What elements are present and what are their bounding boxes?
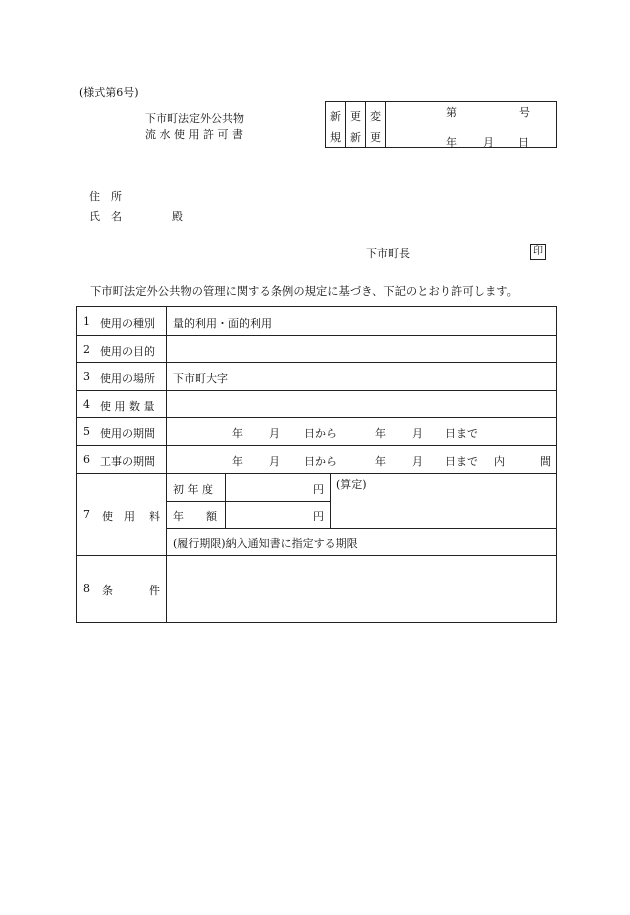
row-number: 1 xyxy=(83,315,90,328)
conditions-label-char-1: 条 xyxy=(102,584,113,597)
payment-deadline: (履行期限)納入通知書に指定する期限 xyxy=(173,537,358,550)
first-year-yen: 円 xyxy=(313,483,324,496)
row-label: 使用の目的 xyxy=(100,345,155,358)
date-year: 年 xyxy=(446,136,457,149)
row-number: 2 xyxy=(83,343,90,356)
renew-char-2: 新 xyxy=(350,131,361,144)
row-usage-quantity xyxy=(77,390,556,417)
row-label-cell xyxy=(77,307,167,335)
row-conditions xyxy=(77,555,556,622)
row-label: 使用の場所 xyxy=(100,372,155,385)
row-label-cell xyxy=(77,446,167,473)
fee-divider-v2 xyxy=(330,474,331,528)
row-label-cell xyxy=(77,363,167,390)
row-label-cell xyxy=(77,418,167,445)
row-number: 8 xyxy=(83,582,90,595)
period-label: 間 xyxy=(540,455,551,468)
row-label: 工事の期間 xyxy=(100,455,155,468)
row-usage-location xyxy=(77,362,556,390)
start-year: 年 xyxy=(232,455,243,468)
row-label: 使用の期間 xyxy=(100,427,155,440)
fee-divider-v1 xyxy=(225,474,226,528)
start-month: 月 xyxy=(269,455,280,468)
new-column xyxy=(326,102,346,147)
row-usage-type xyxy=(77,307,556,335)
row-construction-period xyxy=(77,445,556,473)
fee-label-char-3: 料 xyxy=(149,510,160,523)
row-number: 4 xyxy=(83,398,90,411)
seal-mark: 印 xyxy=(530,244,546,260)
change-char-2: 更 xyxy=(370,131,381,144)
issuer-title: 下市町長 xyxy=(366,247,410,260)
row-number: 5 xyxy=(83,425,90,438)
end-day-until: 日まで xyxy=(445,455,478,468)
start-year: 年 xyxy=(232,427,243,440)
renew-column xyxy=(346,102,366,147)
end-month: 月 xyxy=(412,427,423,440)
document-title-line2: 流 水 使 用 許 可 書 xyxy=(145,128,243,141)
permit-number-box xyxy=(325,101,557,148)
row-label-cell xyxy=(77,391,167,417)
permit-details-table xyxy=(76,306,557,623)
renew-char-1: 更 xyxy=(350,110,361,123)
within-label: 内 xyxy=(494,455,505,468)
row-number: 3 xyxy=(83,370,90,383)
usage-type-value: 量的利用・面的利用 xyxy=(173,317,272,330)
intro-text: 下市町法定外公共物の管理に関する条例の規定に基づき、下記のとおり許可します。 xyxy=(90,285,518,298)
name-label: 氏 名 xyxy=(89,210,122,223)
honorific: 殿 xyxy=(172,210,183,223)
row-label: 使 用 数 量 xyxy=(100,400,155,413)
start-month: 月 xyxy=(269,427,280,440)
new-char-2: 規 xyxy=(330,131,341,144)
row-usage-fee xyxy=(77,473,556,555)
first-year-label: 初 年 度 xyxy=(173,483,213,496)
row-label-cell xyxy=(77,556,167,622)
number-prefix: 第 xyxy=(446,106,457,119)
annual-label: 年 額 xyxy=(173,510,217,523)
conditions-label-char-2: 件 xyxy=(149,584,160,597)
new-char-1: 新 xyxy=(330,110,341,123)
address-label: 住 所 xyxy=(89,190,122,203)
annual-yen: 円 xyxy=(313,510,324,523)
fee-label-char-1: 使 xyxy=(102,510,113,523)
document-title-line1: 下市町法定外公共物 xyxy=(145,112,244,125)
number-suffix: 号 xyxy=(519,106,530,119)
end-year: 年 xyxy=(375,455,386,468)
end-year: 年 xyxy=(375,427,386,440)
date-day: 日 xyxy=(518,136,529,149)
start-day-from: 日から xyxy=(304,455,337,468)
fee-divider-1 xyxy=(167,501,330,502)
usage-location-value: 下市町大字 xyxy=(173,372,228,385)
calculation-label: (算定) xyxy=(336,478,367,491)
form-number: (様式第6号) xyxy=(79,86,139,99)
row-label: 使用の種別 xyxy=(100,317,155,330)
change-char-1: 変 xyxy=(370,110,381,123)
row-number: 6 xyxy=(83,453,90,466)
change-column xyxy=(366,102,386,147)
row-label-cell xyxy=(77,474,167,555)
row-usage-period xyxy=(77,417,556,445)
fee-label-char-2: 用 xyxy=(124,510,135,523)
end-day-until: 日まで xyxy=(445,427,478,440)
start-day-from: 日から xyxy=(304,427,337,440)
row-number: 7 xyxy=(83,508,90,521)
end-month: 月 xyxy=(412,455,423,468)
fee-divider-2 xyxy=(167,528,556,529)
row-label-cell xyxy=(77,336,167,362)
date-month: 月 xyxy=(483,136,494,149)
row-usage-purpose xyxy=(77,335,556,362)
